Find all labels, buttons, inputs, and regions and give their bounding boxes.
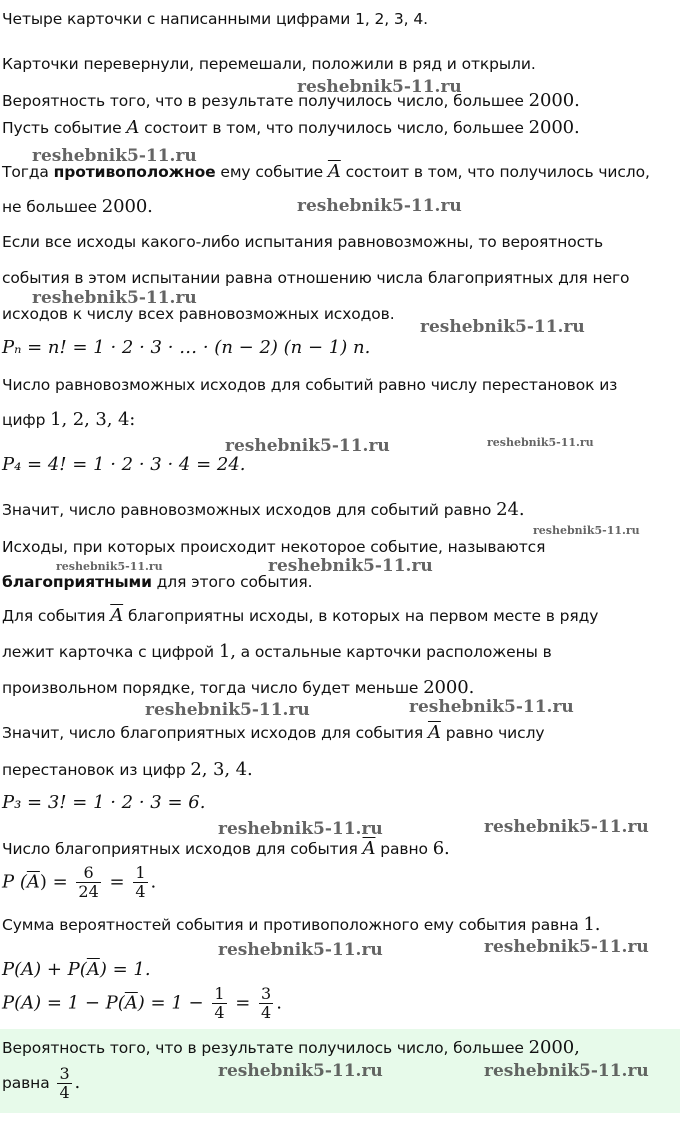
count-line-2: цифр 1, 2, 3, 4: [2,409,136,430]
watermark: reshebnik5-11.ru [218,1061,383,1081]
p4-formula: P₄ = 4! = 1 · 2 · 3 · 4 = 24. [2,454,246,475]
watermark: reshebnik5-11.ru [56,560,163,573]
answer-line-2: равна $\frac{3}{4}$ . [2,1064,81,1102]
fraction-1-4-b: $\frac{1}{4}$ [214,984,225,1022]
sum-probabilities-line: Сумма вероятностей события и противоположного ему события равна 1. [2,914,601,935]
watermark: reshebnik5-11.ru [297,77,462,97]
favorable-outcomes-line-1: Для события $\overline{A}$ благоприятны исходы, в которых на первом месте в ряду [2,605,599,626]
watermark: reshebnik5-11.ru [145,700,310,720]
favorable-def-line-1: Исходы, при которых происходит некоторое событие, называются [2,538,546,556]
watermark: reshebnik5-11.ru [32,288,197,308]
result-formula: $P(A) = 1 - P(\overline{A}) = 1$ − $\frac{1}{4}$ = $\frac{3}{4}$ . [2,984,282,1022]
favorable-count-result: Число благоприятных исходов для события $\overline{A}$ равно 6. [2,838,450,859]
opposite-event-line-1: Тогда противоположное ему событие $\overline{A}$ состоит в том, что получилось число, [2,161,650,182]
p3-formula: P₃ = 3! = 1 · 2 · 3 = 6. [2,792,206,813]
question-line: Вероятность того, что в результате получилось число, большее 2000. [2,90,580,111]
watermark: reshebnik5-11.ru [484,937,649,957]
favorable-count-line-2: перестановок из цифр 2, 3, 4. [2,759,253,780]
fraction-3-4: $\frac{3}{4}$ [261,984,272,1022]
opposite-event-line-2: не большее 2000. [2,196,153,217]
watermark: reshebnik5-11.ru [420,317,585,337]
favorable-outcomes-line-3: произвольном порядке, тогда число будет меньше 2000. [2,677,475,698]
rule-line-1: Если все исходы какого-либо испытания равновозможны, то вероятность [2,233,604,251]
probability-opposite-formula: P $(\overline{A})$ = $\frac{6}{24}$ = $\frac{1}{4}$ . [2,863,157,901]
watermark: reshebnik5-11.ru [409,697,574,717]
watermark: reshebnik5-11.ru [297,196,462,216]
watermark: reshebnik5-11.ru [32,146,197,166]
answer-line-1: Вероятность того, что в результате получилось число, большее 2000, [2,1037,580,1058]
watermark: reshebnik5-11.ru [218,819,383,839]
watermark: reshebnik5-11.ru [484,817,649,837]
count-line-1: Число равновозможных исходов для событий равно числу перестановок из [2,376,618,394]
rule-line-2: события в этом испытании равна отношению числа благоприятных для него [2,269,630,287]
fraction-1-4: $\frac{1}{4}$ [135,863,146,901]
answer-fraction: $\frac{3}{4}$ [59,1064,70,1102]
watermark: reshebnik5-11.ru [484,1061,649,1081]
permutation-formula: Pₙ = n! = 1 · 2 · 3 · … · (n − 2) (n − 1) n. [2,337,371,358]
watermark: reshebnik5-11.ru [225,436,390,456]
rule-line-3: исходов к числу всех равновозможных исходов. [2,305,395,323]
watermark: reshebnik5-11.ru [487,436,594,449]
favorable-def-line-2: благоприятными для этого события. [2,573,313,591]
condition-line-1: Четыре карточки с написанными цифрами 1, 2, 3, 4. [2,10,428,28]
total-outcomes-line: Значит, число равновозможных исходов для событий равно 24. [2,499,525,520]
favorable-outcomes-line-2: лежит карточка с цифрой 1, а остальные карточки расположены в [2,641,552,662]
condition-line-2: Карточки перевернули, перемешали, положили в ряд и открыли. [2,55,536,73]
event-a-definition: Пусть событие A состоит в том, что получилось число, большее 2000. [2,117,580,138]
sum-formula: $P(A) + P(\overline{A}) = 1$. [2,959,151,980]
favorable-count-line-1: Значит, число благоприятных исходов для события $\overline{A}$ равно числу [2,722,545,743]
fraction-6-24: $\frac{6}{24}$ [78,863,99,901]
watermark: reshebnik5-11.ru [268,556,433,576]
watermark: reshebnik5-11.ru [218,940,383,960]
watermark: reshebnik5-11.ru [533,524,640,537]
